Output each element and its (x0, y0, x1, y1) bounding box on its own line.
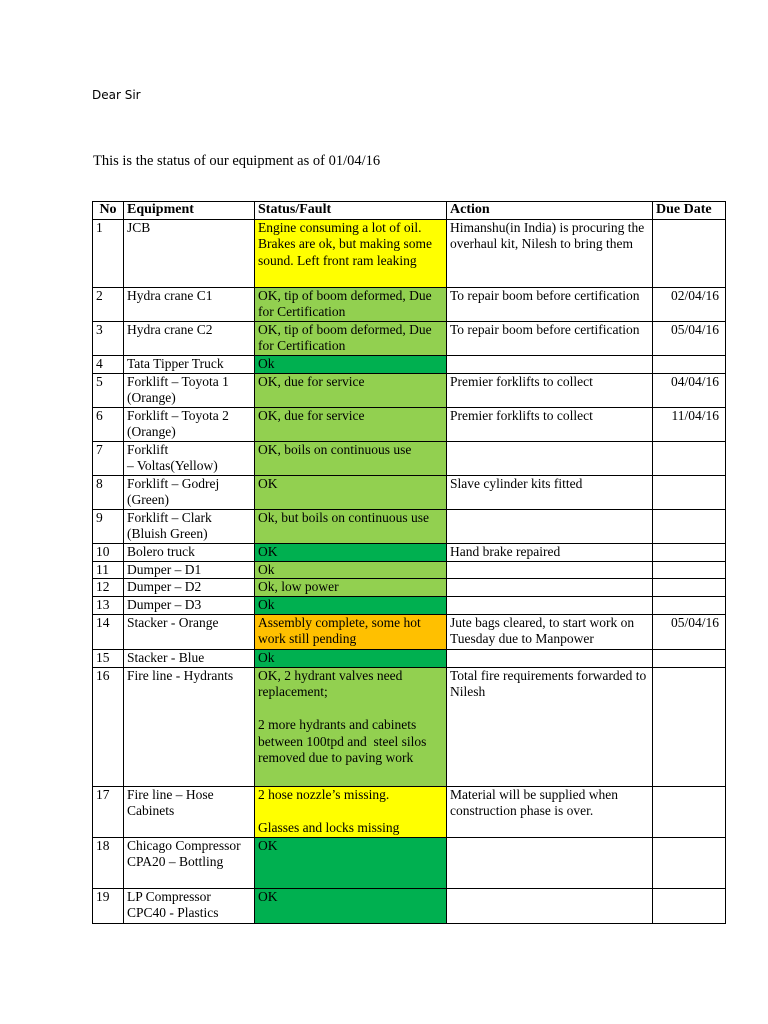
cell-status: OK (255, 543, 447, 561)
cell-equipment: Forklift – Clark (Bluish Green) (124, 509, 255, 543)
cell-due-date (653, 355, 726, 373)
cell-action (447, 509, 653, 543)
cell-no: 5 (93, 373, 124, 407)
cell-status: OK, boils on continuous use (255, 441, 447, 475)
cell-due-date (653, 579, 726, 597)
cell-action: Premier forklifts to collect (447, 373, 653, 407)
cell-action (447, 441, 653, 475)
cell-due-date: 11/04/16 (653, 407, 726, 441)
cell-no: 8 (93, 475, 124, 509)
table-row (93, 287, 726, 321)
table-row (93, 321, 726, 355)
cell-no: 7 (93, 441, 124, 475)
cell-equipment: JCB (124, 219, 255, 287)
header-action: Action (447, 202, 653, 220)
cell-due-date (653, 441, 726, 475)
cell-action: Total fire requirements forwarded to Nilesh (447, 667, 653, 786)
header-equipment: Equipment (124, 202, 255, 220)
cell-status: OK, tip of boom deformed, Due for Certification (255, 321, 447, 355)
cell-due-date (653, 561, 726, 579)
cell-status: Ok (255, 597, 447, 615)
cell-no: 16 (93, 667, 124, 786)
cell-status: Ok (255, 561, 447, 579)
cell-no: 4 (93, 355, 124, 373)
cell-due-date (653, 667, 726, 786)
cell-equipment: Hydra crane C2 (124, 321, 255, 355)
cell-equipment: Forklift – Toyota 1 (Orange) (124, 373, 255, 407)
cell-equipment: Fire line – Hose Cabinets (124, 786, 255, 837)
cell-equipment: Dumper – D2 (124, 579, 255, 597)
cell-action (447, 888, 653, 923)
table-row (93, 441, 726, 475)
table-row (93, 219, 726, 287)
table-row (93, 543, 726, 561)
cell-action: Himanshu(in India) is procuring the overhaul kit, Nilesh to bring them (447, 219, 653, 287)
header-status: Status/Fault (255, 202, 447, 220)
cell-action (447, 837, 653, 888)
table-row (93, 837, 726, 888)
cell-due-date (653, 475, 726, 509)
table-row (93, 561, 726, 579)
cell-equipment: Chicago Compressor CPA20 – Bottling (124, 837, 255, 888)
cell-status: Ok, but boils on continuous use (255, 509, 447, 543)
cell-due-date (653, 597, 726, 615)
cell-due-date: 02/04/16 (653, 287, 726, 321)
cell-due-date: 04/04/16 (653, 373, 726, 407)
cell-due-date (653, 509, 726, 543)
table-row (93, 888, 726, 923)
cell-action (447, 597, 653, 615)
cell-status: Assembly complete, some hot work still pending (255, 614, 447, 649)
table-row (93, 786, 726, 837)
intro-text: This is the status of our equipment as of 01/04/16 (93, 153, 381, 169)
cell-due-date (653, 219, 726, 287)
cell-due-date (653, 837, 726, 888)
cell-equipment: Forklift – Toyota 2 (Orange) (124, 407, 255, 441)
table-row (93, 667, 726, 786)
cell-equipment: Stacker - Orange (124, 614, 255, 649)
table-row (93, 579, 726, 597)
cell-status: Ok (255, 355, 447, 373)
cell-no: 2 (93, 287, 124, 321)
cell-equipment: Hydra crane C1 (124, 287, 255, 321)
cell-no: 17 (93, 786, 124, 837)
cell-no: 3 (93, 321, 124, 355)
cell-no: 10 (93, 543, 124, 561)
cell-equipment: Forklift – Godrej (Green) (124, 475, 255, 509)
table-row (93, 614, 726, 649)
cell-action: Premier forklifts to collect (447, 407, 653, 441)
cell-due-date (653, 888, 726, 923)
cell-action (447, 355, 653, 373)
equipment-status-table (92, 201, 726, 924)
header-no: No (93, 202, 124, 220)
cell-action: Slave cylinder kits fitted (447, 475, 653, 509)
cell-action (447, 579, 653, 597)
cell-status: OK, due for service (255, 373, 447, 407)
cell-status: Ok (255, 649, 447, 667)
cell-equipment: Stacker - Blue (124, 649, 255, 667)
cell-no: 13 (93, 597, 124, 615)
cell-action: Hand brake repaired (447, 543, 653, 561)
cell-action (447, 561, 653, 579)
cell-due-date (653, 786, 726, 837)
cell-status: OK (255, 475, 447, 509)
cell-no: 15 (93, 649, 124, 667)
table-row (93, 355, 726, 373)
cell-status: Engine consuming a lot of oil. Brakes are ok, but making some sound. Left front ram leaking (255, 219, 447, 287)
table-row (93, 475, 726, 509)
cell-equipment: Tata Tipper Truck (124, 355, 255, 373)
table-row (93, 407, 726, 441)
table-row (93, 509, 726, 543)
cell-due-date: 05/04/16 (653, 321, 726, 355)
cell-due-date (653, 649, 726, 667)
cell-status: 2 hose nozzle’s missing. Glasses and locks missing (255, 786, 447, 837)
cell-no: 18 (93, 837, 124, 888)
table-row (93, 597, 726, 615)
table-header-row (93, 202, 726, 220)
cell-action: To repair boom before certification (447, 321, 653, 355)
cell-no: 11 (93, 561, 124, 579)
cell-no: 9 (93, 509, 124, 543)
cell-no: 1 (93, 219, 124, 287)
cell-action (447, 649, 653, 667)
cell-due-date (653, 543, 726, 561)
cell-equipment: LP Compressor CPC40 - Plastics (124, 888, 255, 923)
cell-status: OK, tip of boom deformed, Due for Certification (255, 287, 447, 321)
cell-status: OK (255, 837, 447, 888)
cell-due-date: 05/04/16 (653, 614, 726, 649)
cell-status: OK (255, 888, 447, 923)
cell-equipment: Bolero truck (124, 543, 255, 561)
cell-equipment: Forklift – Voltas(Yellow) (124, 441, 255, 475)
header-due-date: Due Date (653, 202, 726, 220)
greeting: Dear Sir (92, 88, 141, 102)
cell-no: 14 (93, 614, 124, 649)
cell-status: OK, 2 hydrant valves need replacement; 2 more hydrants and cabinets between 100tpd and steel silos removed due to paving work (255, 667, 447, 786)
cell-status: OK, due for service (255, 407, 447, 441)
cell-no: 6 (93, 407, 124, 441)
cell-equipment: Dumper – D1 (124, 561, 255, 579)
table-row (93, 649, 726, 667)
cell-action: To repair boom before certification (447, 287, 653, 321)
cell-equipment: Fire line - Hydrants (124, 667, 255, 786)
cell-status: Ok, low power (255, 579, 447, 597)
table-row (93, 373, 726, 407)
cell-no: 19 (93, 888, 124, 923)
cell-action: Jute bags cleared, to start work on Tuesday due to Manpower (447, 614, 653, 649)
cell-no: 12 (93, 579, 124, 597)
cell-action: Material will be supplied when construction phase is over. (447, 786, 653, 837)
cell-equipment: Dumper – D3 (124, 597, 255, 615)
